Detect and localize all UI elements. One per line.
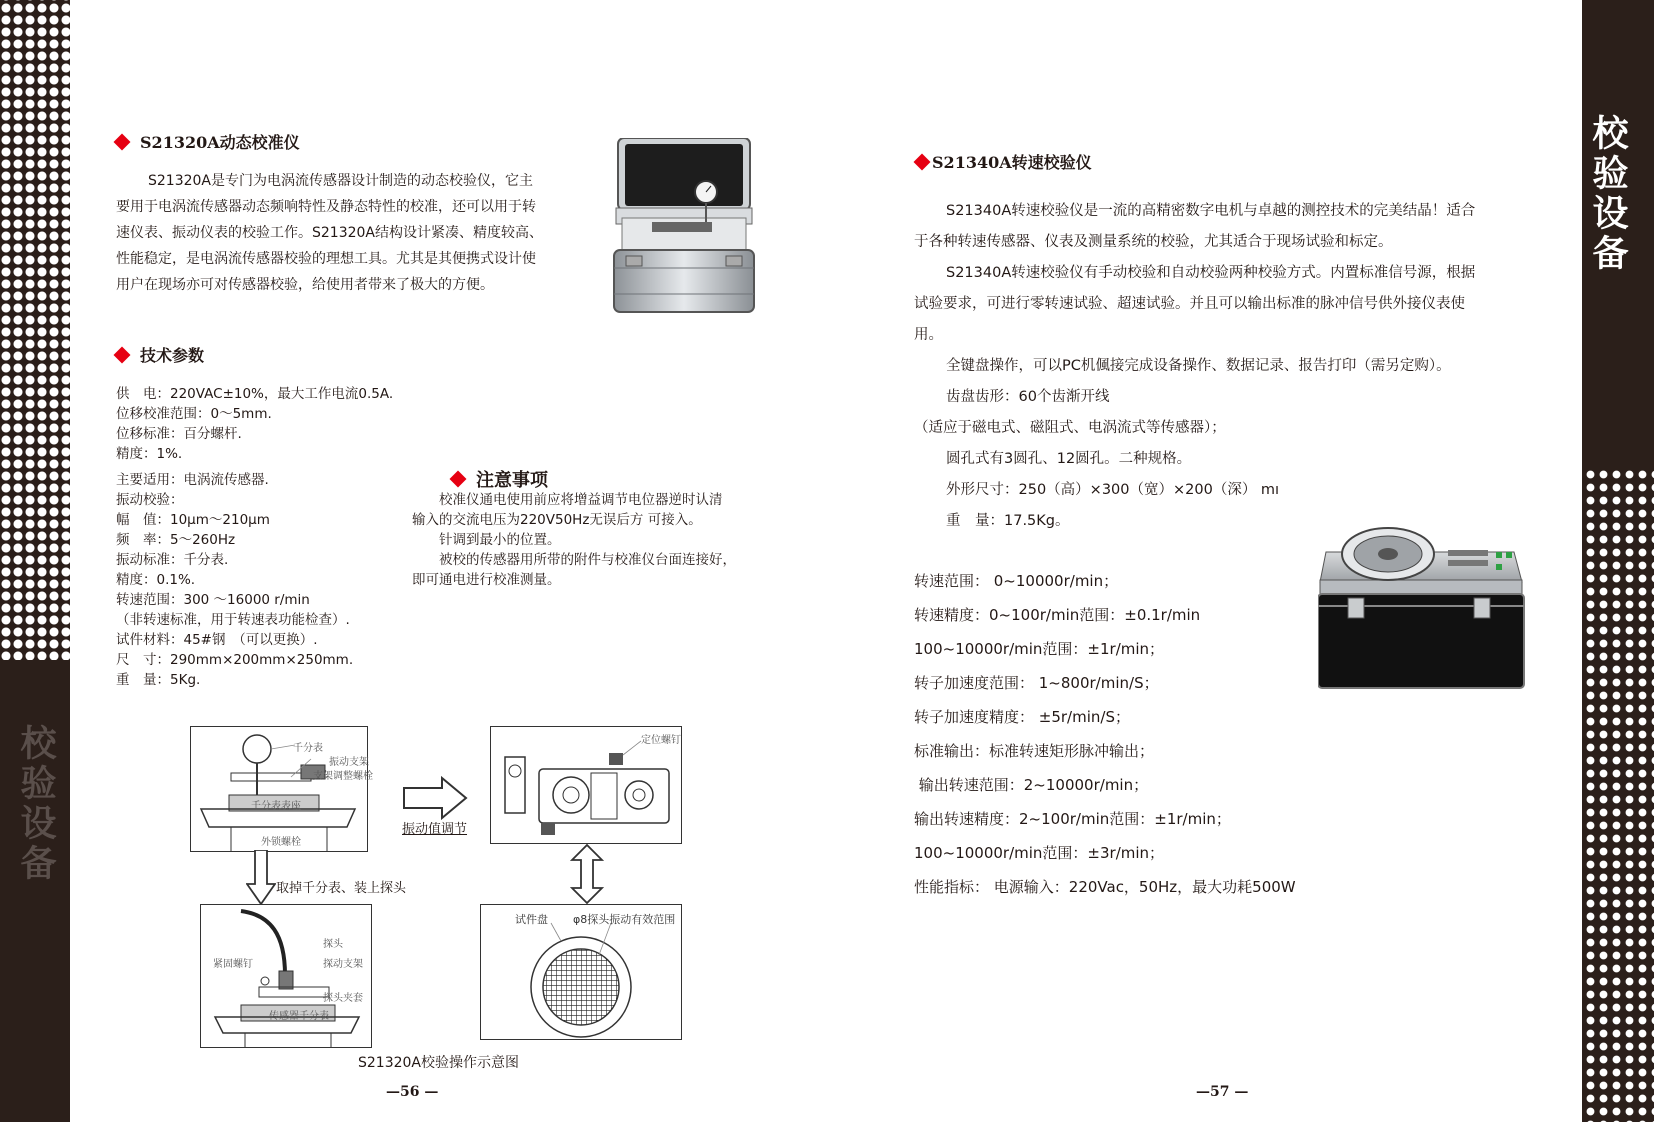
probe-drawing <box>201 905 371 1047</box>
spec-line: 位移校准范围：0～5mm. <box>116 406 272 422</box>
spec-line: 主要适用：电涡流传感器. <box>116 472 269 488</box>
desc-line: 性能稳定，是电涡流传感器校验的理想工具。尤其是其便携式设计使 <box>116 251 536 267</box>
diagram-label: 千分表表座 <box>251 801 301 812</box>
diagram-label: 探头夹套 <box>323 993 363 1004</box>
desc-line: 速仪表、振动仪表的校验工作。S21320A结构设计紧凑、精度较高、 <box>116 225 543 241</box>
spec-line: 性能指标： 电源输入：220Vac，50Hz，最大功耗500W <box>914 878 1296 896</box>
double-arrow-icon <box>570 844 604 904</box>
spec-line: 100~10000r/min范围：±3r/min； <box>914 844 1165 862</box>
note-line: 针调到最小的位置。 <box>412 532 561 548</box>
diagram-label: 外锁螺栓 <box>261 837 301 848</box>
specs-heading <box>116 343 204 366</box>
specs-title: 技术参数 <box>140 346 205 365</box>
spec-line: 位移标准：百分螺杆. <box>116 426 242 442</box>
diagram-label: 传感器千分表 <box>269 1011 329 1022</box>
s21320a-title: S21320A动态校准仪 <box>140 133 300 152</box>
diagram-label: 探头 <box>323 939 343 950</box>
note-line: 即可通电进行校准测量。 <box>412 572 561 588</box>
spec-line: 转子加速度精度： ±5r/min/S； <box>914 708 1130 726</box>
right-side-title: 校验设备 <box>1587 114 1629 274</box>
desc-line: 重 量：17.5Kg。 <box>946 513 1070 529</box>
spec-line: 供 电：220VAC±10%，最大工作电流0.5A. <box>116 386 394 402</box>
desc-line: 于各种转速传感器、仪表及测量系统的校验，尤其适合于现场试验和标定。 <box>914 234 1393 250</box>
replace-probe-label: 取掉千分表、装上探头 <box>276 881 407 896</box>
diagram-label: 定位螺钉 <box>641 735 681 746</box>
page-number-57: —57 — <box>1196 1084 1249 1100</box>
diagram-label: 探动支架 <box>323 959 363 970</box>
diagram-probe-setup <box>200 904 372 1048</box>
red-diamond-icon <box>450 471 467 488</box>
s21320a-product-photo <box>612 138 756 314</box>
spec-line: 试件材料：45#钢 （可以更换）. <box>116 632 318 648</box>
diagram-label: 紧固螺钉 <box>213 959 253 970</box>
desc-line: S21340A转速校验仪是一流的高精密数字电机与卓越的测控技术的完美结晶！适合 <box>946 203 1476 219</box>
diagram-label: 支架调整螺栓 <box>313 771 373 782</box>
spec-line: 精度：0.1%. <box>116 572 196 588</box>
spec-line: 输出转速精度：2~100r/min范围：±1r/min； <box>914 810 1231 828</box>
s21340a-description <box>914 196 1475 537</box>
desc-line: 全键盘操作，可以PC机偑接完成设备操作、数据记录、报告打印（需另定购）。 <box>946 358 1451 374</box>
spec-line: 转速范围：300 ～16000 r/min <box>116 592 310 608</box>
spec-line: 振动标准：千分表. <box>116 552 229 568</box>
spec-line: 幅 值：10μm～210μm <box>116 512 270 528</box>
note-line: 被校的传感器用所带的附件与校准仪台面连接好， <box>412 552 736 568</box>
desc-line: 要用于电涡流传感器动态频响特性及静态特性的校准，还可以用于转 <box>116 199 536 215</box>
desc-line: S21340A转速校验仪有手动校验和自动校验两种校验方式。内置标准信号源，根据 <box>946 265 1476 281</box>
down-arrow-icon <box>246 850 276 906</box>
desc-line: 用。 <box>914 327 943 343</box>
specs-group-1 <box>116 384 393 464</box>
red-diamond-icon <box>114 346 131 363</box>
note-line: 输入的交流电压为220V50Hz无误后方 可接入。 <box>412 512 702 528</box>
page-number-56: —56 — <box>386 1084 439 1100</box>
spec-line: 尺 寸：290mm×200mm×250mm. <box>116 652 354 668</box>
s21340a-product-photo <box>1318 522 1528 690</box>
diagram-label: 振动支架 <box>329 757 369 768</box>
s21340a-heading <box>916 150 1092 173</box>
spec-line: 输出转速范围：2~10000r/min； <box>914 776 1149 794</box>
notes-title: 注意事项 <box>476 470 548 491</box>
red-diamond-icon <box>114 133 131 150</box>
left-dot-pattern <box>0 0 70 660</box>
red-diamond-icon <box>914 153 931 170</box>
desc-line: 试验要求，可进行零转速试验、超速试验。并且可以输出标准的脉冲信号供外接仪表使 <box>914 296 1465 312</box>
s21340a-specs <box>914 564 1296 904</box>
specs-group-2 <box>116 470 353 690</box>
spec-line: 转速精度：0~100r/min范围：±0.1r/min <box>914 606 1201 624</box>
spec-line: 100~10000r/min范围：±1r/min； <box>914 640 1165 658</box>
diagram-label: 试件盘 <box>515 913 548 926</box>
spec-line: 振动校验： <box>116 492 184 508</box>
vibration-adjust-label: 振动值调节 <box>402 822 468 837</box>
diagram-label: φ8探头振动有效范围 <box>573 913 676 926</box>
s21320a-heading <box>116 130 300 153</box>
diagram-dial-gauge-setup <box>190 726 373 852</box>
note-line: 校准仪通电使用前应将增益调节电位器逆时认清 <box>412 492 723 508</box>
spec-line: 重 量：5Kg. <box>116 672 201 688</box>
notes-heading <box>452 466 548 492</box>
desc-line: 用户在现场亦可对传感器校验，给使用者带来了极大的方便。 <box>116 277 494 293</box>
desc-line: 圆孔式有3圆孔、12圆孔。二种规格。 <box>946 451 1192 467</box>
diagram-test-disc <box>480 904 682 1040</box>
desc-line: 外形尺寸：250（高）×300（宽）×200（深） mı <box>946 482 1280 498</box>
spec-line: 频 率：5～260Hz <box>116 532 236 548</box>
diagram-caption: S21320A校验操作示意图 <box>358 1055 519 1071</box>
s21320a-description <box>116 168 586 298</box>
spec-line: 转子加速度范围： 1~800r/min/S； <box>914 674 1159 692</box>
s21340a-title: S21340A转速校验仪 <box>932 153 1092 172</box>
right-dot-pattern <box>1582 468 1654 1122</box>
spec-line: （非转速标准，用于转速表功能检查）. <box>116 612 350 628</box>
right-arrow-icon <box>402 776 468 820</box>
desc-line: S21320A是专门为电涡流传感器设计制造的动态校验仪，它主 <box>148 173 533 189</box>
diagram-positioning-setup <box>490 726 682 844</box>
spec-line: 标准输出：标准转速矩形脉冲输出； <box>914 742 1155 760</box>
notes-text <box>412 490 736 590</box>
diagram-label: 千分表 <box>293 743 323 754</box>
spec-line: 转速范围： 0~10000r/min； <box>914 572 1119 590</box>
spec-line: 精度：1%. <box>116 446 183 462</box>
desc-line: （适应于磁电式、磁阻式、电涡流式等传感器）； <box>914 420 1226 436</box>
left-side-title: 校验设备 <box>15 724 57 884</box>
desc-line: 齿盘齿形：60个齿渐开线 <box>946 389 1110 405</box>
